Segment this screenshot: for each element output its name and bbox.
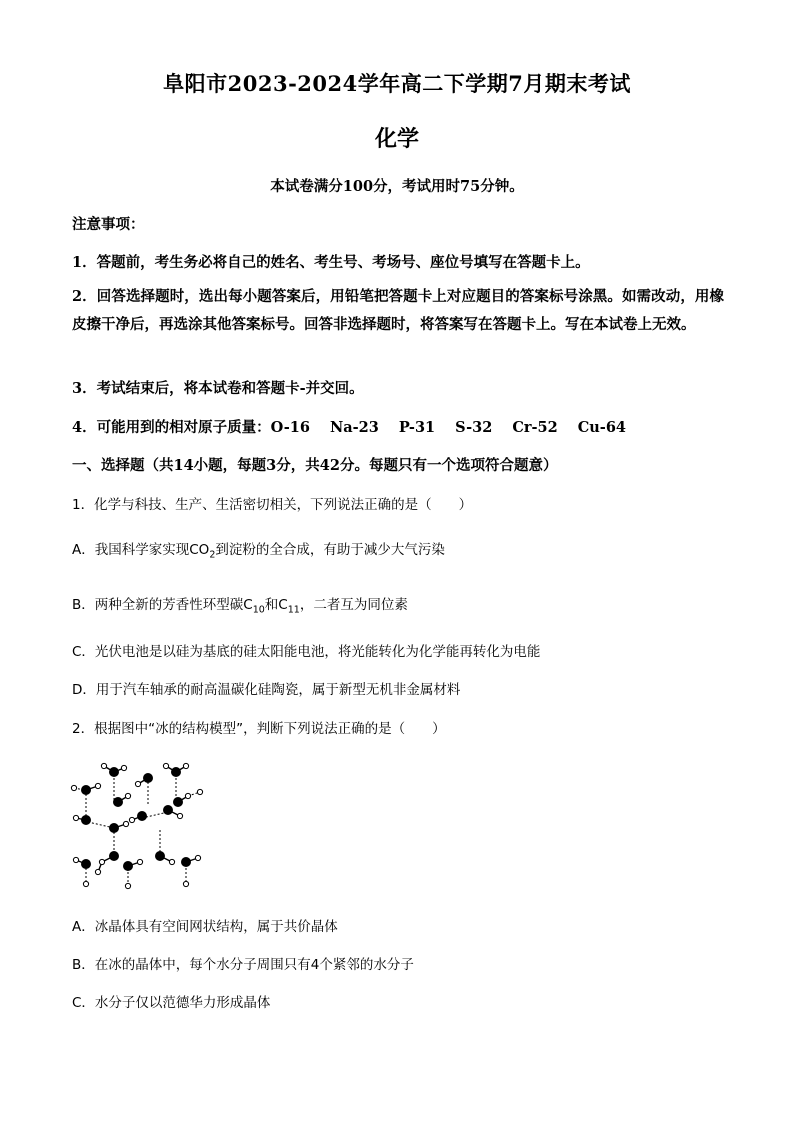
exam-info: 本试卷满分100分，考试用时75分钟。 bbox=[270, 178, 524, 195]
note-item-3: 3．考试结束后，将本试卷和答题卡-并交回。 bbox=[72, 380, 364, 397]
mass-cu: Cu-64 bbox=[577, 419, 626, 436]
section-1-heading: 一、选择题（共14小题，每题3分，共42分。每题只有一个选项符合题意） bbox=[72, 457, 558, 474]
q1-stem: 1．化学与科技、生产、生活密切相关，下列说法正确的是（ ） bbox=[72, 497, 473, 513]
mass-o: O-16 bbox=[270, 419, 310, 436]
c11-formula: C bbox=[278, 597, 288, 613]
hydrogen-atoms bbox=[71, 763, 202, 888]
hydrogen-bonds bbox=[74, 774, 200, 886]
note-item-1: 1．答题前，考生务必将自己的姓名、考生号、考场号、座位号填写在答题卡上。 bbox=[72, 254, 590, 271]
q2-stem: 2．根据图中“冰的结构模型”，判断下列说法正确的是（ ） bbox=[72, 721, 446, 737]
q1-a-text-1: A．我国科学家实现 bbox=[72, 542, 190, 558]
c10-subscript: 10 bbox=[252, 604, 265, 616]
q1-b-text-3: ，二者互为同位素 bbox=[299, 597, 408, 613]
q1-option-b bbox=[72, 593, 408, 616]
c10-formula: C bbox=[243, 597, 253, 613]
q1-b-text-1: B．两种全新的芳香性环型碳 bbox=[72, 597, 244, 613]
note-item-4-prefix: 4．可能用到的相对原子质量： bbox=[72, 419, 271, 436]
exam-title: 阜阳市2023-2024学年高二下学期7月期末考试 bbox=[163, 71, 631, 96]
q2-option-b: B．在冰的晶体中，每个水分子周围只有4个紧邻的水分子 bbox=[72, 957, 414, 973]
mass-p: P-31 bbox=[398, 419, 436, 436]
notes-heading: 注意事项： bbox=[72, 216, 145, 233]
co2-formula: CO bbox=[189, 542, 210, 558]
c11-subscript: 11 bbox=[287, 604, 300, 616]
q1-option-d: D．用于汽车轴承的耐高温碳化硅陶瓷，属于新型无机非金属材料 bbox=[72, 682, 461, 698]
note-item-2: 2．回答选择题时，选出每小题答案后，用铅笔把答题卡上对应题目的答案标号涂黑。如需改动，用橡皮擦干净后，再选涂其他答案标号。回答非选择题时，将答案写在答题卡上。写在本试卷上无效。 bbox=[72, 288, 724, 333]
mass-cr: Cr-52 bbox=[512, 419, 558, 436]
subject-title: 化学 bbox=[374, 126, 419, 152]
co2-subscript: 2 bbox=[209, 549, 216, 561]
q1-option-a bbox=[72, 538, 445, 561]
ice-structure-diagram bbox=[68, 760, 208, 890]
mass-s: S-32 bbox=[455, 419, 493, 436]
q1-option-c: C．光伏电池是以硅为基底的硅太阳能电池，将光能转化为化学能再转化为电能 bbox=[72, 644, 541, 660]
q2-option-a: A．冰晶体具有空间网状结构，属于共价晶体 bbox=[72, 919, 338, 935]
note-item-4 bbox=[72, 416, 626, 437]
q1-b-text-2: 和 bbox=[264, 597, 279, 613]
mass-na: Na-23 bbox=[329, 419, 379, 436]
q1-a-text-2: 到淀粉的全合成，有助于减少大气污染 bbox=[215, 542, 445, 558]
q2-option-c: C．水分子仅以范德华力形成晶体 bbox=[72, 995, 271, 1011]
